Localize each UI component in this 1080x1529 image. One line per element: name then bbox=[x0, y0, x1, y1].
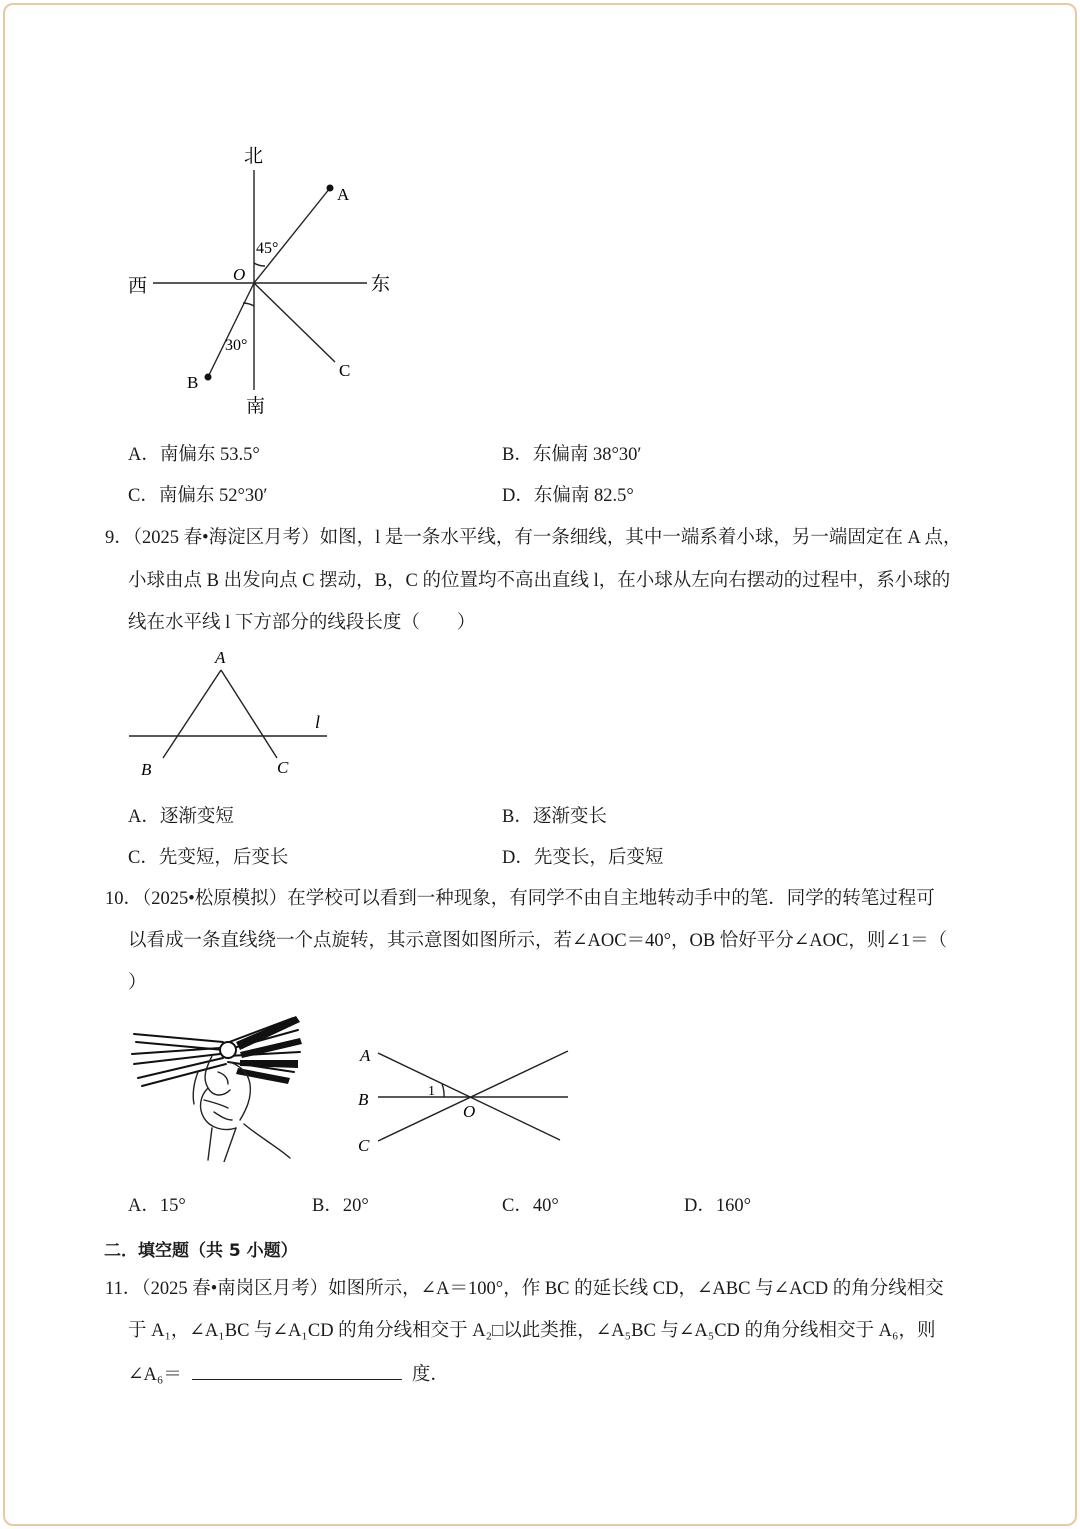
point-b-label: B bbox=[187, 373, 199, 392]
q8-option-a: A．南偏东 53.5° bbox=[128, 445, 260, 465]
q11-line-2: 于 A₁，∠A₁BC 与∠A₁CD 的角分线相交于 A₂□以此类推，∠A₅BC 与∠A₅CD 的角分线相交于 A₆，则 bbox=[128, 1321, 936, 1341]
point-b-label: B bbox=[141, 760, 152, 779]
q9-line-3: 线在水平线 l 下方部分的线段长度（ ） bbox=[128, 613, 476, 633]
west-label: 西 bbox=[128, 276, 148, 297]
q9-line-1: 9．（2025 春•海淀区月考）如图，l 是一条水平线，有一条细线，其中一端系着小球，另一端固定在 A 点， bbox=[105, 528, 962, 548]
q10-option-a: A．15° bbox=[128, 1196, 186, 1216]
q10-option-c: C．40° bbox=[502, 1196, 559, 1216]
q9-option-c: C．先变短，后变长 bbox=[128, 848, 289, 868]
ray-ob bbox=[208, 283, 254, 377]
q10-line-3: ） bbox=[128, 973, 147, 993]
q10-option-b: B．20° bbox=[312, 1196, 369, 1216]
angle-1-arc bbox=[442, 1084, 444, 1097]
point-c-label: C bbox=[358, 1136, 370, 1155]
q10-option-d: D．160° bbox=[684, 1196, 752, 1216]
line-l-label: l bbox=[315, 712, 321, 732]
angle-1-label: 1 bbox=[428, 1084, 435, 1099]
segment-ab bbox=[163, 670, 221, 758]
q11-line-3: ∠A₆＝ 度． bbox=[128, 1361, 449, 1388]
q10-number: 10． bbox=[105, 889, 143, 909]
q11-line-1: 11．（2025 春•南岗区月考）如图所示，∠A＝100°，作 BC 的延长线 CD，∠ABC 与∠ACD 的角分线相交 bbox=[105, 1279, 944, 1299]
point-a-dot bbox=[327, 185, 334, 192]
arc-45 bbox=[254, 263, 265, 266]
north-label: 北 bbox=[244, 146, 264, 167]
origin-label: O bbox=[233, 265, 246, 284]
angle-30-label: 30° bbox=[225, 337, 248, 354]
point-a-label: A bbox=[337, 185, 350, 204]
q8-option-d: D．东偏南 82.5° bbox=[502, 486, 634, 506]
answer-blank[interactable] bbox=[192, 1361, 402, 1380]
point-o-label: O bbox=[463, 1102, 476, 1121]
q9-option-d: D．先变长，后变短 bbox=[502, 848, 664, 868]
point-c-label: C bbox=[339, 361, 351, 380]
q10-line-1: 10．（2025•松原模拟）在学校可以看到一种现象，有同学不由自主地转动手中的笔．同学的转笔过程可 bbox=[105, 889, 935, 909]
point-b-dot bbox=[205, 374, 212, 381]
east-label: 东 bbox=[371, 274, 391, 295]
section-title: 二．填空题（共 5 小题） bbox=[104, 1241, 298, 1261]
point-c-label: C bbox=[277, 758, 289, 777]
south-label: 南 bbox=[246, 396, 266, 417]
pendulum-figure bbox=[125, 645, 340, 785]
q10-line-2: 以看成一条直线绕一个点旋转，其示意图如图所示，若∠AOC＝40°，OB 恰好平分∠AOC，则∠1＝（ bbox=[128, 931, 948, 951]
q8-option-b: B．东偏南 38°30′ bbox=[502, 445, 642, 465]
q9-option-a: A．逐渐变短 bbox=[128, 807, 234, 827]
point-a-label: A bbox=[360, 1046, 371, 1065]
angle-45-label: 45° bbox=[256, 240, 279, 257]
q9-line-2: 小球由点 B 出发向点 C 摆动，B，C 的位置均不高出直线 l，在小球从左向右摆动的过程中，系小球的 bbox=[128, 571, 951, 591]
ray-oa bbox=[254, 188, 330, 283]
pen-spinning-illustration bbox=[128, 1012, 308, 1162]
q9-number: 9． bbox=[105, 528, 133, 548]
angle-figure bbox=[350, 1035, 575, 1160]
q9-option-b: B．逐渐变长 bbox=[502, 807, 607, 827]
segment-ac bbox=[221, 670, 277, 758]
point-a-label: A bbox=[215, 648, 226, 667]
ray-oc bbox=[254, 283, 335, 362]
arc-30 bbox=[243, 303, 254, 306]
compass-figure bbox=[115, 140, 415, 425]
point-b-label: B bbox=[358, 1090, 369, 1109]
line-c-extended bbox=[378, 1051, 568, 1141]
q11-number: 11． bbox=[105, 1279, 142, 1299]
q8-option-c: C．南偏东 52°30′ bbox=[128, 486, 268, 506]
